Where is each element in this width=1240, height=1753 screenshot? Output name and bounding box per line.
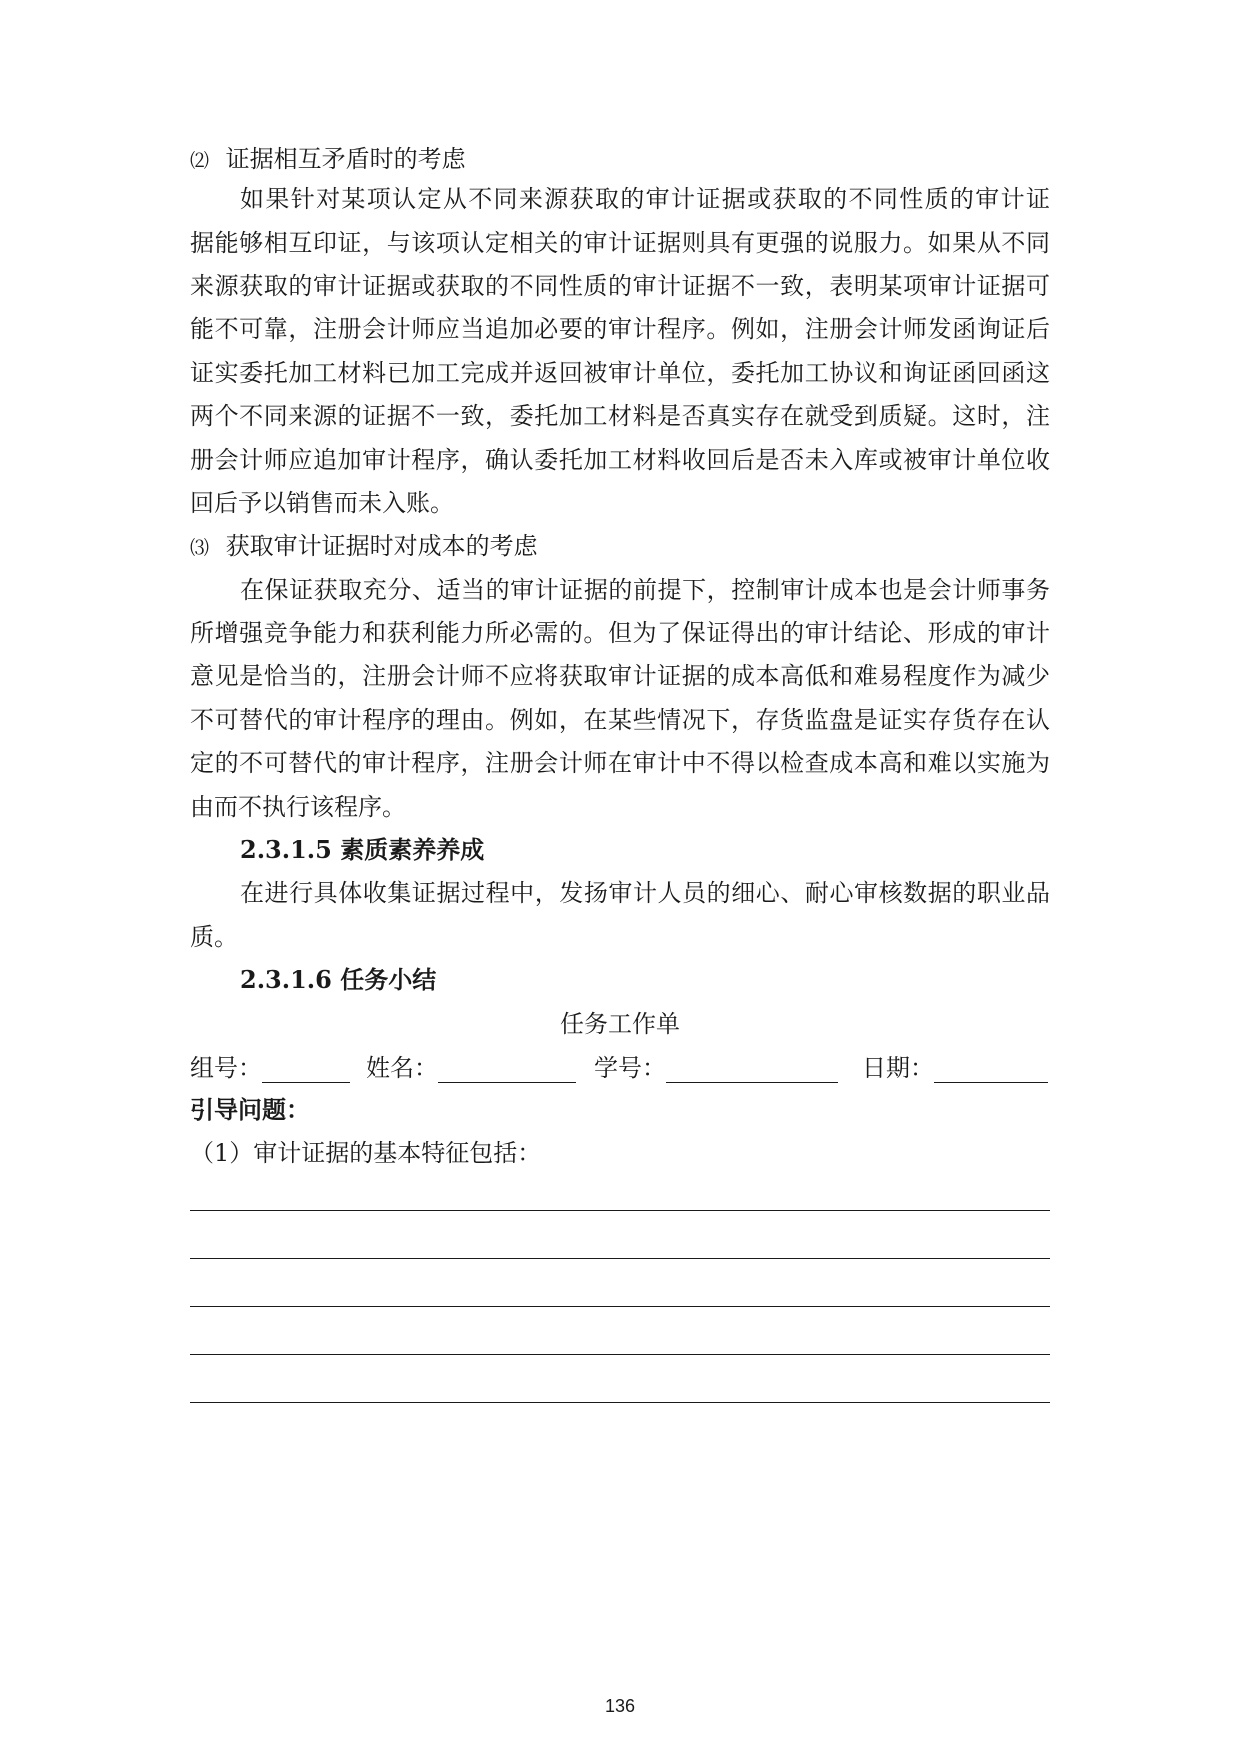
- paragraph-line: 在保证获取充分、适当的审计证据的前提下，控制审计成本也是会计师事务: [240, 576, 1050, 604]
- worksheet-fields: [190, 1048, 1050, 1088]
- paragraph-line: 所增强竞争能力和获利能力所必需的。但为了保证得出的审计结论、形成的审计: [190, 619, 1050, 647]
- name-field: [366, 1048, 576, 1083]
- section-2316-heading: 2.3.1.6 任务小结: [240, 965, 437, 994]
- paragraph-line: 两个不同来源的证据不一致，委托加工材料是否真实存在就受到质疑。这时，注: [190, 402, 1050, 430]
- question-1: （1）审计证据的基本特征包括：: [190, 1139, 542, 1167]
- section-3-title: 获取审计证据时对成本的考虑: [225, 532, 538, 560]
- name-label: 姓名：: [366, 1054, 438, 1082]
- paragraph-line: 质。: [190, 923, 238, 951]
- date-label: 日期：: [862, 1054, 934, 1082]
- paragraph-line: 证实委托加工材料已加工完成并返回被审计单位，委托加工协议和询证函回函这: [190, 359, 1050, 387]
- date-field: [862, 1048, 1048, 1083]
- paragraph-line: 据能够相互印证，与该项认定相关的审计证据则具有更强的说服力。如果从不同: [190, 229, 1050, 257]
- section-2-number: ⑵: [190, 150, 210, 172]
- group-number-field: [190, 1048, 350, 1083]
- paragraph-line: 册会计师应追加审计程序，确认委托加工材料收回后是否未入库或被审计单位收: [190, 446, 1050, 474]
- section-3-number: ⑶: [190, 537, 210, 559]
- paragraph-line: 由而不执行该程序。: [190, 793, 406, 821]
- student-id-label: 学号：: [594, 1054, 666, 1082]
- answer-line[interactable]: [190, 1354, 1050, 1355]
- name-blank[interactable]: [438, 1052, 576, 1083]
- answer-line[interactable]: [190, 1258, 1050, 1259]
- paragraph-line: 如果针对某项认定从不同来源获取的审计证据或获取的不同性质的审计证: [240, 185, 1050, 213]
- paragraph-line: 不可替代的审计程序的理由。例如，在某些情况下，存货监盘是证实存货存在认: [190, 706, 1050, 734]
- answer-line[interactable]: [190, 1210, 1050, 1211]
- answer-line[interactable]: [190, 1402, 1050, 1403]
- section-3-heading: [190, 529, 538, 565]
- date-blank[interactable]: [934, 1052, 1048, 1083]
- paragraph-line: 在进行具体收集证据过程中，发扬审计人员的细心、耐心审核数据的职业品: [240, 879, 1050, 907]
- student-id-blank[interactable]: [666, 1052, 838, 1083]
- paragraph-line: 能不可靠，注册会计师应当追加必要的审计程序。例如，注册会计师发函询证后: [190, 315, 1050, 343]
- paragraph-line: 来源获取的审计证据或获取的不同性质的审计证据不一致，表明某项审计证据可: [190, 272, 1050, 300]
- section-2315-heading: 2.3.1.5 素质素养养成: [240, 835, 485, 864]
- group-number-blank[interactable]: [262, 1052, 350, 1083]
- worksheet-title: 任务工作单: [560, 1010, 680, 1038]
- section-2-heading: [190, 142, 466, 178]
- paragraph-line: 回后予以销售而未入账。: [190, 489, 454, 517]
- paragraph-line: 意见是恰当的，注册会计师不应将获取审计证据的成本高低和难易程度作为减少: [190, 662, 1050, 690]
- section-2-title: 证据相互矛盾时的考虑: [225, 145, 466, 173]
- page-number: 136: [604, 1696, 636, 1716]
- answer-line[interactable]: [190, 1306, 1050, 1307]
- guide-questions-label: 引导问题：: [190, 1095, 310, 1124]
- student-id-field: [594, 1048, 838, 1083]
- paragraph-line: 定的不可替代的审计程序，注册会计师在审计中不得以检查成本高和难以实施为: [190, 749, 1050, 777]
- group-number-label: 组号：: [190, 1054, 262, 1082]
